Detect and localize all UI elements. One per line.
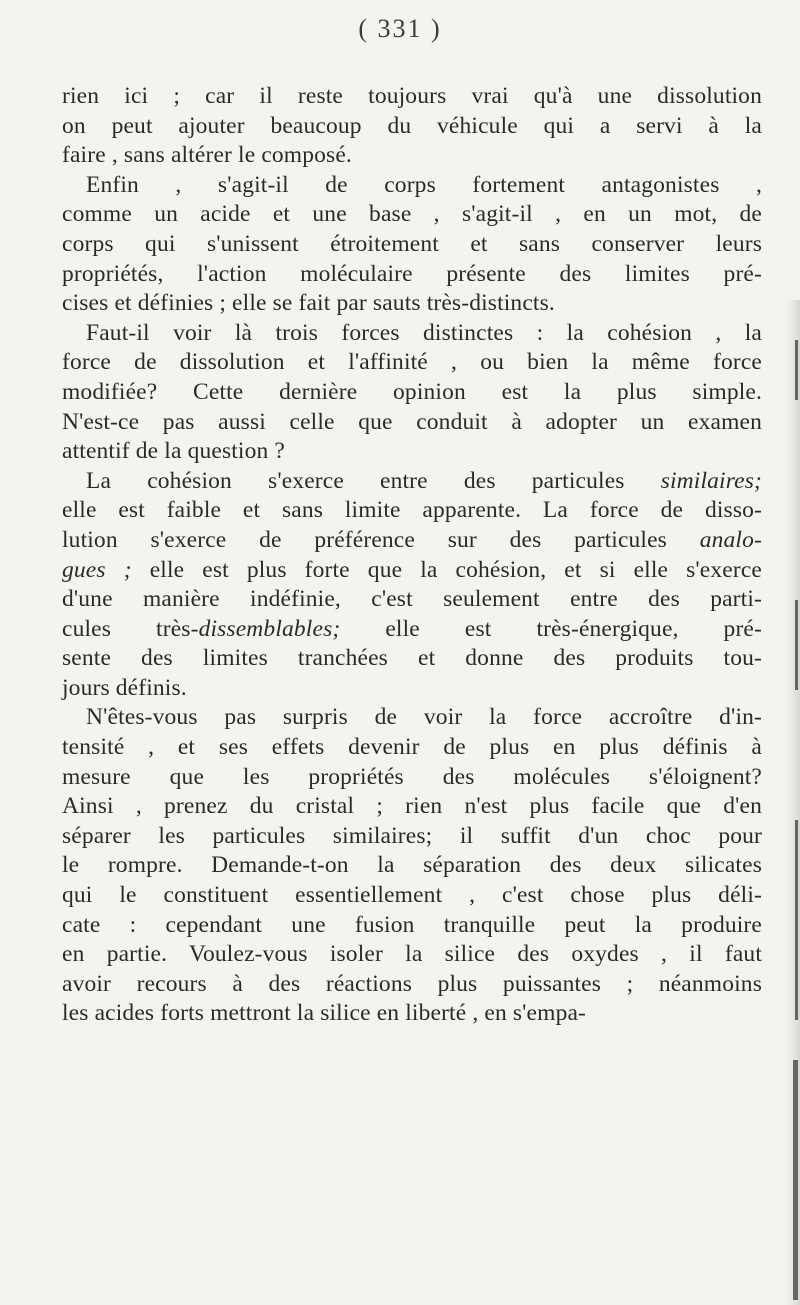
text-segment: mesure que les propriétés des molécules s'éloignent? bbox=[62, 763, 762, 790]
text-segment: sente des limites tranchées et donne des produits tou- bbox=[62, 645, 762, 672]
text-line bbox=[62, 970, 762, 1000]
text-line bbox=[62, 378, 762, 408]
text-line bbox=[62, 141, 762, 171]
body-text bbox=[62, 82, 762, 1029]
text-segment: lution s'exerce de préférence sur des particules bbox=[62, 526, 700, 553]
text-line bbox=[62, 585, 762, 615]
text-segment: qui le constituent essentiellement , c'est chose plus déli- bbox=[62, 882, 762, 909]
text-line bbox=[62, 615, 762, 645]
text-line bbox=[62, 200, 762, 230]
paragraph bbox=[62, 703, 762, 1029]
text-segment: tensité , et ses effets devenir de plus en plus définis à bbox=[62, 734, 762, 761]
text-segment: le rompre. Demande-t-on la séparation des deux silicates bbox=[62, 852, 762, 879]
text-segment: comme un acide et une base , s'agit-il , en un mot, de bbox=[62, 201, 762, 228]
text-segment: séparer les particules similaires; il suffit d'un choc pour bbox=[62, 822, 762, 849]
text-line bbox=[62, 260, 762, 290]
text-segment: d'une manière indéfinie, c'est seulement entre des parti- bbox=[62, 586, 762, 613]
text-line bbox=[62, 792, 762, 822]
italic-term: similaires; bbox=[660, 467, 762, 494]
text-segment: elle est plus forte que la cohésion, et si elle s'exerce bbox=[131, 556, 762, 583]
text-segment: propriétés, l'action moléculaire présente des limites pré- bbox=[62, 260, 762, 287]
text-segment: les acides forts mettront la silice en liberté , en s'empa- bbox=[62, 1000, 587, 1027]
page-number: ( 331 ) bbox=[358, 14, 442, 43]
text-line bbox=[62, 437, 762, 467]
page-edge-mark bbox=[795, 600, 798, 690]
text-line bbox=[62, 408, 762, 438]
page-edge-mark bbox=[795, 340, 798, 400]
text-segment: Faut-il voir là trois forces distinctes : la cohésion , la bbox=[86, 319, 762, 346]
text-line bbox=[62, 289, 762, 319]
italic-term: gues ; bbox=[62, 556, 132, 583]
text-line bbox=[62, 556, 762, 586]
paragraph bbox=[62, 82, 762, 171]
text-segment: cules très- bbox=[62, 615, 199, 642]
text-segment: jours définis. bbox=[62, 674, 187, 701]
text-line bbox=[62, 763, 762, 793]
text-segment: N'est-ce pas aussi celle que conduit à adopter un examen bbox=[62, 408, 762, 435]
text-line bbox=[62, 674, 762, 704]
paragraph bbox=[62, 319, 762, 467]
italic-term: analo- bbox=[699, 526, 762, 553]
paragraph bbox=[62, 467, 762, 704]
text-segment: modifiée? Cette dernière opinion est la plus simple. bbox=[62, 378, 762, 405]
text-line bbox=[62, 496, 762, 526]
text-line bbox=[62, 881, 762, 911]
page-edge-mark bbox=[793, 1060, 798, 1300]
text-line bbox=[62, 733, 762, 763]
text-line bbox=[62, 851, 762, 881]
text-line bbox=[62, 171, 762, 201]
text-line bbox=[62, 911, 762, 941]
text-segment: N'êtes-vous pas surpris de voir la force accroître d'in- bbox=[86, 704, 762, 731]
text-segment: avoir recours à des réactions plus puissantes ; néanmoins bbox=[62, 970, 762, 997]
text-line bbox=[62, 319, 762, 349]
text-segment: en partie. Voulez-vous isoler la silice des oxydes , il faut bbox=[62, 941, 762, 968]
text-segment: Enfin , s'agit-il de corps fortement antagonistes , bbox=[86, 171, 762, 198]
text-line bbox=[62, 526, 762, 556]
text-line bbox=[62, 112, 762, 142]
text-segment: on peut ajouter beaucoup du véhicule qui a servi à la bbox=[62, 112, 762, 139]
text-segment: Ainsi , prenez du cristal ; rien n'est plus facile que d'en bbox=[62, 793, 762, 820]
paragraph bbox=[62, 171, 762, 319]
text-segment: corps qui s'unissent étroitement et sans conserver leurs bbox=[62, 230, 762, 257]
text-line bbox=[62, 999, 762, 1029]
text-segment: attentif de la question ? bbox=[62, 438, 286, 465]
text-segment: elle est très-énergique, pré- bbox=[340, 615, 762, 642]
page-edge-mark bbox=[795, 820, 798, 1020]
text-segment: force de dissolution et l'affinité , ou bien la même force bbox=[62, 349, 762, 376]
text-line bbox=[62, 348, 762, 378]
text-line bbox=[62, 822, 762, 852]
text-line bbox=[62, 82, 762, 112]
text-line bbox=[62, 467, 762, 497]
text-segment: La cohésion s'exerce entre des particules bbox=[86, 467, 661, 494]
italic-term: dissemblables; bbox=[198, 615, 341, 642]
text-segment: cate : cependant une fusion tranquille peut la produire bbox=[62, 911, 762, 938]
text-segment: rien ici ; car il reste toujours vrai qu'à une dissolution bbox=[62, 83, 762, 109]
text-line bbox=[62, 644, 762, 674]
text-line bbox=[62, 230, 762, 260]
text-segment: cises et définies ; elle se fait par sauts très-distincts. bbox=[62, 290, 555, 317]
text-line bbox=[62, 703, 762, 733]
text-segment: faire , sans altérer le composé. bbox=[62, 142, 352, 169]
text-segment: elle est faible et sans limite apparente. La force de disso- bbox=[62, 497, 762, 524]
text-line bbox=[62, 940, 762, 970]
